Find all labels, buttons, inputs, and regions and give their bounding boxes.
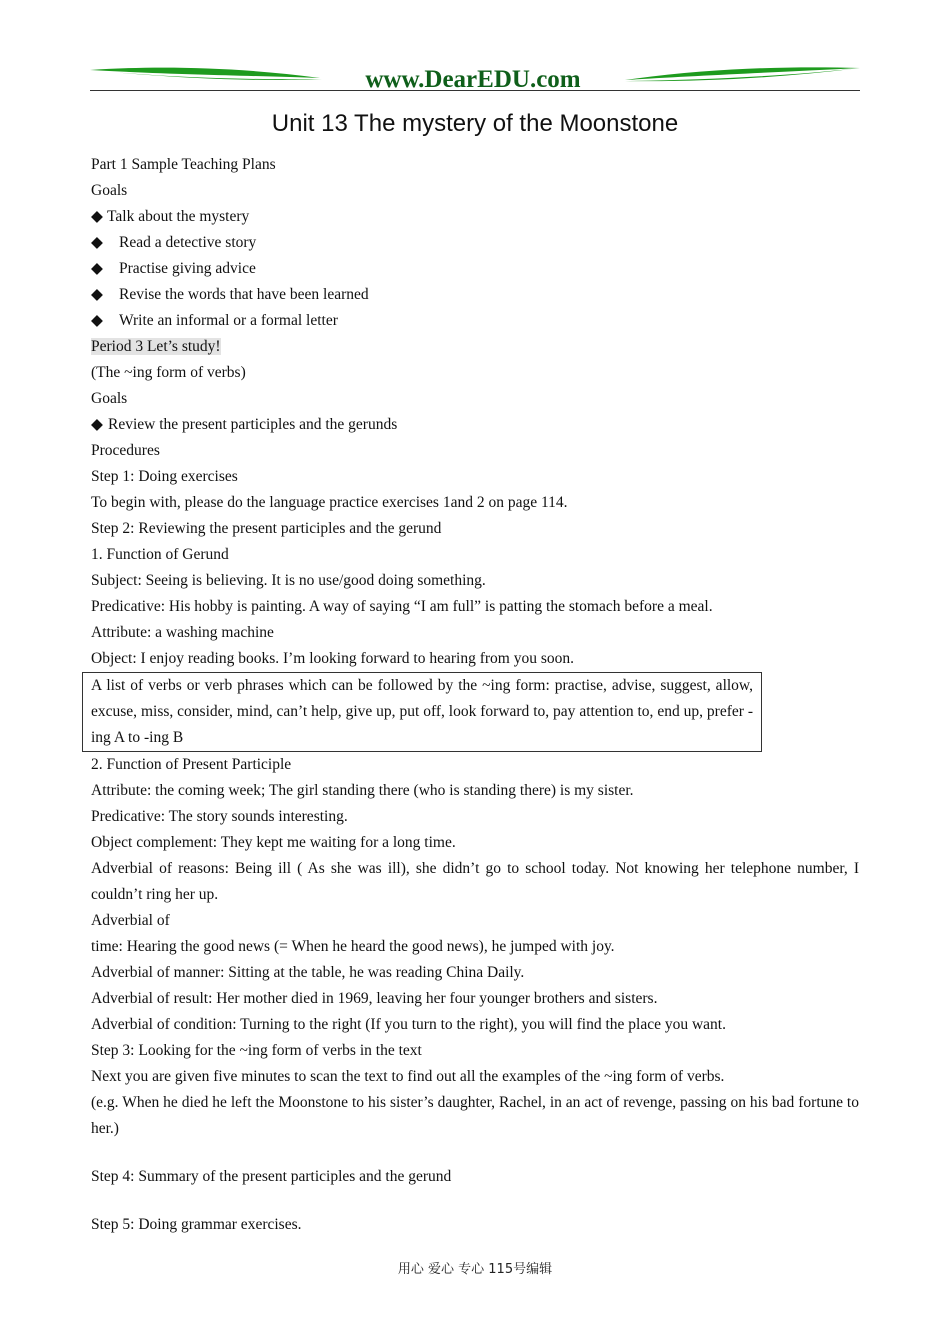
goal-text: Practise giving advice xyxy=(119,260,256,277)
diamond-bullet-icon: ◆ xyxy=(91,416,103,433)
step-3-heading: Step 3: Looking for the ~ing form of verbs in the text xyxy=(91,1042,422,1059)
goal-bullet-item xyxy=(91,282,859,308)
period-heading xyxy=(91,334,859,360)
diamond-bullet-icon: ◆ xyxy=(91,234,103,251)
document-body xyxy=(91,152,859,1238)
goal-text: Write an informal or a formal letter xyxy=(119,312,338,329)
participle-attribute: Attribute: the coming week; The girl standing there (who is standing there) is my sister. xyxy=(91,782,634,799)
participle-predicative: Predicative: The story sounds interesting. xyxy=(91,808,348,825)
spacer xyxy=(91,1190,859,1212)
gerund-predicative: Predicative: His hobby is painting. A way of saying “I am full” is patting the stomach before a meal. xyxy=(91,598,713,615)
gerund-object: Object: I enjoy reading books. I’m looking forward to hearing from you soon. xyxy=(91,650,574,667)
goals-label: Goals xyxy=(91,182,128,199)
gerund-subject: Subject: Seeing is believing. It is no use/good doing something. xyxy=(91,572,486,589)
step-1-text: To begin with, please do the language practice exercises 1and 2 on page 114. xyxy=(91,494,568,511)
period-subtitle: (The ~ing form of verbs) xyxy=(91,364,246,381)
participle-adverbial-result: Adverbial of result: Her mother died in 1969, leaving her four younger brothers and sisters. xyxy=(91,990,658,1007)
spacer xyxy=(91,1142,859,1164)
participle-adverbial-reasons: Adverbial of reasons: Being ill ( As she was ill), she didn’t go to school today. Not knowing her telephone number, I couldn’t ring her up. xyxy=(91,860,859,903)
step-5-heading: Step 5: Doing grammar exercises. xyxy=(91,1216,302,1233)
diamond-bullet-icon: ◆ xyxy=(91,260,103,277)
goal-bullet-item xyxy=(91,256,859,282)
part-heading: Part 1 Sample Teaching Plans xyxy=(91,156,276,173)
step-4-heading: Step 4: Summary of the present participles and the gerund xyxy=(91,1168,452,1185)
review-goal-item xyxy=(91,412,859,438)
goal-text: Revise the words that have been learned xyxy=(119,286,369,303)
diamond-bullet-icon: ◆ xyxy=(91,208,103,225)
goal-bullet-item xyxy=(91,230,859,256)
participle-object-complement: Object complement: They kept me waiting for a long time. xyxy=(91,834,456,851)
diamond-bullet-icon: ◆ xyxy=(91,286,103,303)
participle-adverbial-time: time: Hearing the good news (= When he heard the good news), he jumped with joy. xyxy=(91,938,615,955)
gerund-heading: 1. Function of Gerund xyxy=(91,546,229,563)
procedures-heading: Procedures xyxy=(91,442,160,459)
participle-adverbial-condition: Adverbial of condition: Turning to the right (If you turn to the right), you will find the place you want. xyxy=(91,1016,726,1033)
header-rule xyxy=(90,90,860,91)
participle-adverbial-manner: Adverbial of manner: Sitting at the table, he was reading China Daily. xyxy=(91,964,525,981)
goal-text: Review the present participles and the gerunds xyxy=(108,416,398,433)
goal-text: Read a detective story xyxy=(119,234,257,251)
diamond-bullet-icon: ◆ xyxy=(91,312,103,329)
participle-heading: 2. Function of Present Participle xyxy=(91,756,292,773)
brand-text: www.DearEDU.com xyxy=(365,66,581,93)
step-3-text: Next you are given five minutes to scan the text to find out all the examples of the ~ing form of verbs. xyxy=(91,1068,725,1085)
goal-bullet-item xyxy=(91,204,859,230)
step-1-heading: Step 1: Doing exercises xyxy=(91,468,238,485)
verb-list-box: A list of verbs or verb phrases which can be followed by the ~ing form: practise, advise, suggest, allow, excuse, miss, consider, mind, can’t help, give up, put off, look forward to, pay attention to, end up, prefer -ing A to -ing B xyxy=(82,672,762,752)
document-title: Unit 13 The mystery of the Moonstone xyxy=(271,110,679,137)
participle-adverbial-label: Adverbial of xyxy=(91,912,170,929)
step-2-heading: Step 2: Reviewing the present participles and the gerund xyxy=(91,520,442,537)
step-3-example: (e.g. When he died he left the Moonstone to his sister’s daughter, Rachel, in an act of revenge, passing on his bad fortune to her.) xyxy=(91,1094,859,1137)
gerund-attribute: Attribute: a washing machine xyxy=(91,624,274,641)
goal-bullet-item xyxy=(91,308,859,334)
page-footer: 用心 爱心 专心 115号编辑 xyxy=(397,1262,553,1277)
goal-text: Talk about the mystery xyxy=(107,208,250,225)
goals-label-2: Goals xyxy=(91,390,128,407)
period-highlight: Period 3 Let’s study! xyxy=(91,338,221,355)
